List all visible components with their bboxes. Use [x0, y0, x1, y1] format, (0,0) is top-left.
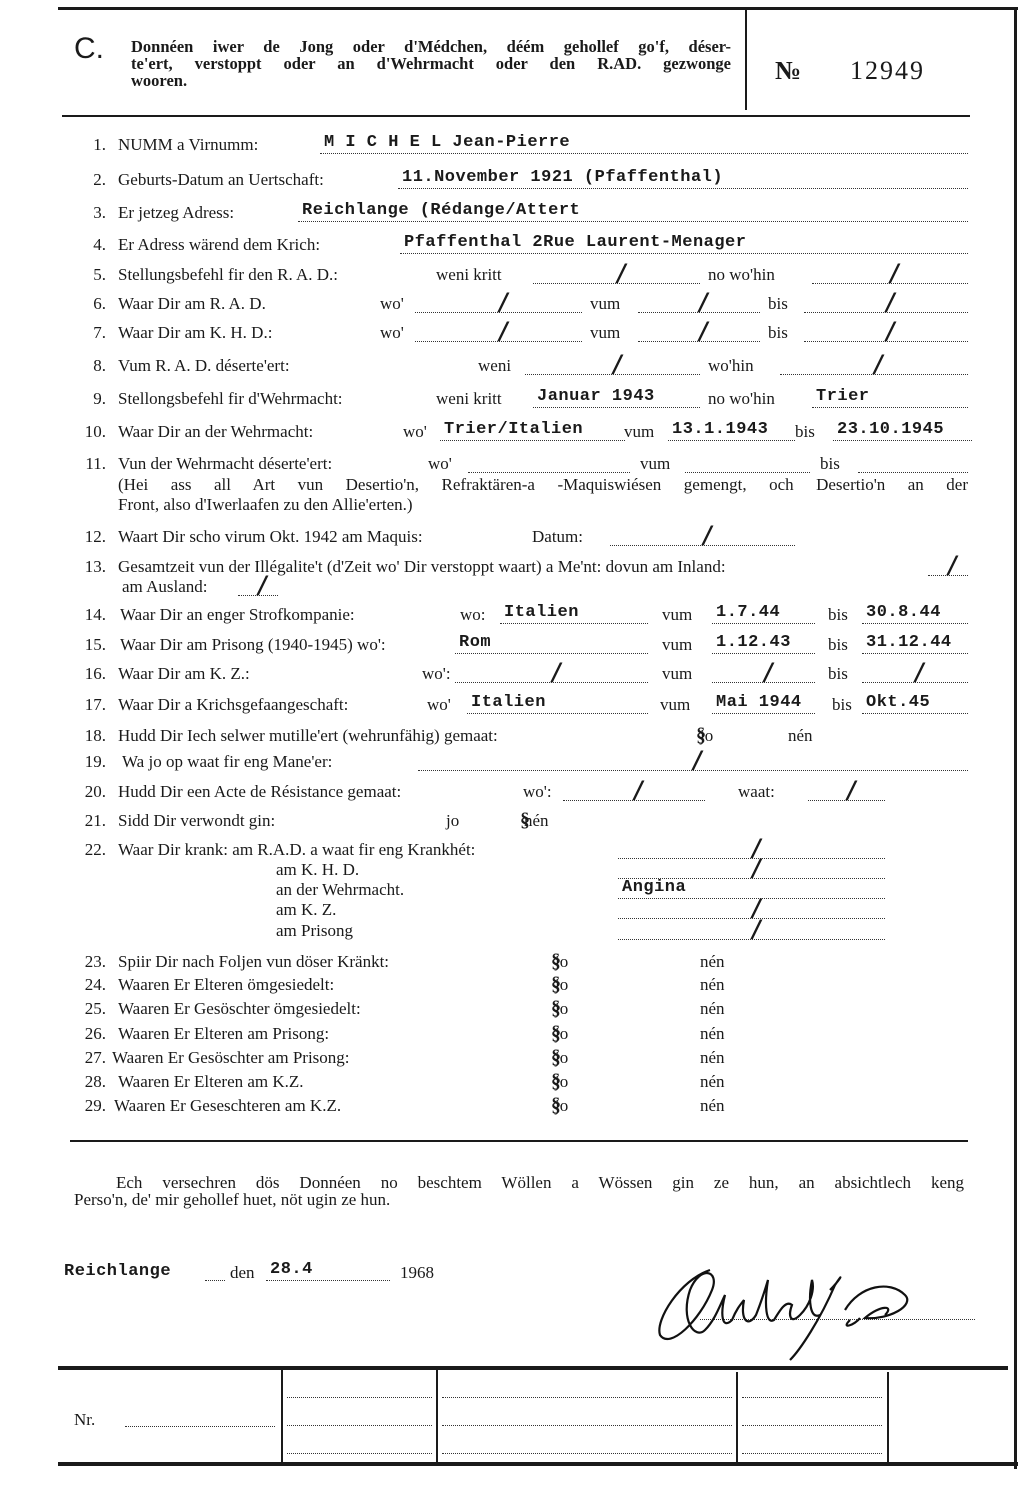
row-label: Waart Dir scho virum Okt. 1942 am Maquis:: [118, 527, 423, 546]
field-prefix: wo': [427, 695, 451, 714]
row-label: Waar Dir am K. Z.:: [118, 664, 250, 683]
signing-date: 28.4: [270, 1260, 313, 1279]
row-number: 7.: [93, 323, 106, 342]
field-prefix: wo': [380, 323, 404, 342]
choice-nén[interactable]: nén: [700, 1096, 725, 1115]
section-letter: C.: [74, 32, 104, 65]
form-row: [0, 811, 1024, 831]
row-label: Stellongsbefehl fir d'Wehrmacht:: [118, 389, 343, 408]
strike-mark: /: [883, 317, 898, 345]
form-row: [0, 854, 1024, 882]
title-line: wooren.: [131, 71, 188, 90]
form-row: [0, 605, 1024, 625]
row-label: Waar Dir am K. H. D.:: [118, 323, 273, 342]
form-field[interactable]: [928, 551, 968, 579]
form-row: [0, 288, 1024, 316]
row-label: Gesamtzeit vun der Illégalite't (d'Zeit wo' Dir verstoppt waart) a Me'nt: dovun am Inland:: [118, 557, 726, 576]
row-number: 16.: [84, 664, 106, 683]
form-field[interactable]: [638, 288, 760, 316]
header-rule: [62, 115, 970, 117]
field-prefix: no wo'hin: [708, 265, 775, 284]
strike-mark: /: [496, 288, 510, 316]
form-field[interactable]: [533, 259, 700, 287]
field-value: 30.8.44: [866, 603, 941, 622]
form-field[interactable]: [415, 288, 582, 316]
number-symbol: №: [775, 56, 802, 85]
row-label: Er Adress wärend dem Krich:: [118, 235, 321, 254]
form-field[interactable]: [862, 695, 968, 714]
row-label: an der Wehrmacht.: [276, 880, 405, 899]
form-field[interactable]: [638, 317, 760, 345]
field-value: 11.November 1921 (Pfaffenthal): [402, 168, 724, 187]
row-number: 23.: [84, 952, 106, 971]
field-value: 1.7.44: [716, 603, 781, 622]
field-prefix: wo:: [460, 605, 486, 624]
field-prefix: vum: [590, 323, 621, 342]
title-line: te'ert, verstoppt oder an d'Wehrmacht oder den R.AD. gezwonge: [131, 54, 731, 73]
field-value: Rom: [459, 633, 492, 652]
choice-nén[interactable]: nén: [700, 1048, 725, 1067]
signing-year: 1968: [400, 1263, 434, 1282]
form-field[interactable]: [400, 235, 968, 254]
form-field[interactable]: [812, 259, 968, 287]
form-field[interactable]: [525, 350, 700, 378]
form-field[interactable]: [440, 422, 625, 441]
table-cell-field[interactable]: [287, 1424, 432, 1426]
form-field[interactable]: [780, 350, 968, 378]
form-row: [0, 1072, 1024, 1092]
row-number: 24.: [84, 975, 106, 994]
row-label: Spiir Dir nach Foljen vun döser Kränkt:: [118, 952, 390, 971]
row-label: Waar Dir am Prisong (1940-1945) wo':: [120, 635, 386, 654]
form-row: [0, 695, 1024, 715]
form-field[interactable]: [862, 635, 968, 654]
field-prefix: vum: [662, 635, 693, 654]
form-field[interactable]: [533, 389, 700, 408]
form-number: 12949: [850, 56, 925, 85]
field-prefix: vum: [662, 664, 693, 683]
form-field[interactable]: [668, 422, 795, 441]
den-label: den: [230, 1263, 255, 1282]
form-field[interactable]: [685, 454, 810, 473]
section-rule: [70, 1140, 968, 1142]
field-prefix: vum: [624, 422, 655, 441]
field-prefix: weni kritt: [436, 389, 502, 408]
field-prefix: bis: [768, 323, 788, 342]
form-row: [0, 1024, 1024, 1044]
strike-mark: /: [631, 776, 646, 804]
strike-mark: /: [883, 288, 898, 316]
form-field[interactable]: [320, 135, 968, 154]
row-number: 20.: [84, 782, 106, 801]
row-number: 10.: [84, 422, 106, 441]
field-prefix: no wo'hin: [708, 389, 775, 408]
form-row: [0, 834, 1024, 862]
strike-mark: /: [887, 259, 902, 287]
row-number: 8.: [93, 356, 106, 375]
row-number: 9.: [93, 389, 106, 408]
place-dots: [205, 1279, 225, 1281]
title-line: Donnéen iwer de Jong oder d'Médchen, déém gehollef go'f, déser-: [131, 37, 731, 56]
row-number: 6.: [93, 294, 106, 313]
form-field[interactable]: [858, 454, 968, 473]
row-label: Vun der Wehrmacht déserte'ert:: [118, 454, 333, 473]
form-row: [0, 894, 1024, 922]
row-label: Wa jo op waat fir eng Mane'er:: [122, 752, 333, 771]
field-value: Reichlange (Rédange/Attert: [302, 201, 581, 220]
field-prefix: vum: [662, 605, 693, 624]
row-number: 18.: [84, 726, 106, 745]
table-cell-field[interactable]: [442, 1452, 732, 1454]
form-field[interactable]: [238, 571, 278, 599]
table-cell-field[interactable]: [442, 1396, 732, 1398]
row-number: 22.: [84, 840, 106, 859]
row-label: Waaren Er Elteren ömgesiedelt:: [118, 975, 335, 994]
strike-mark: /: [549, 658, 563, 686]
form-field[interactable]: [415, 317, 582, 345]
strike-mark: /: [614, 259, 628, 287]
form-row: [0, 317, 1024, 345]
field-value: Trier: [816, 387, 870, 406]
field-prefix: vum: [640, 454, 671, 473]
form-field[interactable]: [618, 880, 885, 899]
form-field[interactable]: [467, 695, 648, 714]
row-number: 25.: [84, 999, 106, 1018]
strike-mark: /: [696, 317, 711, 345]
row-label: Waar Dir krank: am R.A.D. a waat fir eng Krankhét:: [118, 840, 476, 859]
choice-jo[interactable]: jo §: [555, 1024, 568, 1044]
signing-date-field[interactable]: [266, 1262, 390, 1281]
row-label: am Ausland:: [122, 577, 208, 596]
field-prefix: bis: [768, 294, 788, 313]
signature-image: [640, 1250, 950, 1365]
table-cell-field[interactable]: [742, 1424, 882, 1426]
field-prefix: wo'hin: [708, 356, 754, 375]
strike-mark: /: [912, 658, 927, 686]
row-number: 3.: [93, 203, 106, 222]
form-field[interactable]: [618, 834, 885, 862]
field-prefix: bis: [828, 635, 848, 654]
form-field[interactable]: [862, 605, 968, 624]
form-field[interactable]: [618, 894, 885, 922]
form-row: [0, 571, 1024, 599]
field-value: Mai 1944: [716, 693, 802, 712]
form-title: [131, 38, 731, 89]
form-row: [0, 389, 1024, 409]
row-label: NUMM a Virnumm:: [118, 135, 259, 154]
field-value: Okt.45: [866, 693, 931, 712]
choice-jo[interactable]: jo §: [555, 999, 568, 1019]
form-row: [0, 135, 1024, 155]
note-line: (Hei ass all Art vun Desertio'n, Refraktären-a -Maquiswiésen gemengt, och Desertio'n an der: [118, 475, 968, 494]
field-prefix: bis: [820, 454, 840, 473]
form-field[interactable]: [812, 389, 968, 408]
field-value: 13.1.1943: [672, 420, 769, 439]
row-label: Waaren Er Geseschteren am K.Z.: [114, 1096, 342, 1115]
choice-jo[interactable]: jo §: [555, 1048, 568, 1068]
field-prefix: weni kritt: [436, 265, 502, 284]
form-row: [0, 170, 1024, 190]
form-row: [0, 952, 1024, 972]
strike-mark: /: [844, 776, 858, 804]
form-row: [0, 915, 1024, 943]
nr-field[interactable]: [125, 1425, 275, 1427]
row-number: 4.: [93, 235, 106, 254]
strike-mark: /: [761, 658, 775, 686]
row-label: Hudd Dir een Acte de Résistance gemaat:: [118, 782, 402, 801]
field-prefix: vum: [590, 294, 621, 313]
strike-mark: /: [496, 317, 510, 345]
table-cell-field[interactable]: [442, 1424, 732, 1426]
row-label: Geburts-Datum an Uertschaft:: [118, 170, 324, 189]
row-number: 11.: [85, 454, 106, 473]
field-value: 31.12.44: [866, 633, 952, 652]
strike-mark: /: [690, 746, 705, 774]
choice-nén[interactable]: nén: [700, 1024, 725, 1043]
table-cell-field[interactable]: [742, 1452, 882, 1454]
row-number: 19.: [84, 752, 106, 771]
choice-jo[interactable]: jo §: [555, 1072, 568, 1092]
declaration-line: Perso'n, de' mir gehollef huet, nöt ugin ze hun.: [74, 1190, 391, 1209]
field-prefix: bis: [795, 422, 815, 441]
form-field[interactable]: [610, 521, 795, 549]
row-number: 5.: [93, 265, 106, 284]
field-value: Italien: [471, 693, 546, 712]
field-value: 1.12.43: [716, 633, 791, 652]
nr-label: Nr.: [74, 1410, 96, 1429]
form-row: [0, 235, 1024, 255]
choice-nén[interactable]: nén: [700, 999, 725, 1018]
form-row: [0, 551, 1024, 579]
form-field[interactable]: [500, 605, 648, 624]
choice-nén[interactable]: nén: [700, 1072, 725, 1091]
form-row: [0, 203, 1024, 223]
field-prefix: wo':: [523, 782, 552, 801]
row-label: Stellungsbefehl fir den R. A. D.:: [118, 265, 339, 284]
row-number: 14.: [84, 605, 106, 624]
field-prefix: bis: [828, 664, 848, 683]
choice-nén[interactable]: nén §: [524, 811, 549, 831]
footer-top-rule: [58, 1366, 1008, 1370]
field-prefix: Datum:: [532, 527, 583, 546]
row-number: 26.: [84, 1024, 106, 1043]
row-number: 12.: [84, 527, 106, 546]
form-field[interactable]: [833, 422, 972, 441]
choice-nén[interactable]: nén: [700, 975, 725, 994]
choice-jo[interactable]: jo §: [555, 952, 568, 972]
field-value: Angina: [622, 878, 687, 897]
table-cell-field[interactable]: [742, 1396, 882, 1398]
choice-jo[interactable]: jo: [446, 811, 460, 830]
form-field[interactable]: [398, 170, 968, 189]
form-row: [0, 726, 1024, 746]
field-prefix: bis: [832, 695, 852, 714]
row-number: 21.: [84, 811, 106, 830]
table-col-divider: [887, 1372, 889, 1462]
row-label: Waar Dir am R. A. D.: [118, 294, 266, 313]
choice-nén[interactable]: nén: [700, 952, 725, 971]
declaration-line: Ech versechren dös Donnéen no beschtem Wöllen a Wössen gin ze hun, an absichtlech keng: [116, 1173, 964, 1192]
strike-mark: /: [700, 521, 714, 549]
row-label: Waar Dir an der Wehrmacht:: [118, 422, 314, 441]
field-prefix: wo': [403, 422, 427, 441]
field-prefix: wo':: [422, 664, 451, 683]
form-row: [0, 422, 1024, 442]
form-row: [0, 635, 1024, 655]
row-number: 27.: [84, 1048, 106, 1067]
form-row: [0, 999, 1024, 1019]
form-field[interactable]: [455, 658, 648, 686]
strike-mark: /: [610, 350, 624, 378]
form-field[interactable]: [712, 635, 815, 654]
row-number: 29.: [84, 1096, 106, 1115]
strike-mark: /: [696, 288, 711, 316]
row-number: 1.: [93, 135, 106, 154]
row-label: Hudd Dir Iech selwer mutille'ert (wehrunfähig) gemaat:: [118, 726, 498, 745]
strike-mark: /: [749, 915, 763, 943]
signing-place: Reichlange: [64, 1262, 172, 1281]
form-field[interactable]: [712, 605, 815, 624]
strike-mark: /: [749, 894, 763, 922]
form-field[interactable]: [418, 746, 968, 774]
form-row: [0, 658, 1024, 686]
form-field[interactable]: [618, 915, 885, 943]
field-value: Trier/Italien: [444, 420, 584, 439]
row-label: Waar Dir an enger Strofkompanie:: [120, 605, 355, 624]
field-value: Pfaffenthal 2Rue Laurent-Menager: [404, 233, 747, 252]
form-field[interactable]: [618, 854, 885, 882]
choice-nén[interactable]: nén: [788, 726, 813, 745]
row-number: 2.: [93, 170, 106, 189]
row-number: 17.: [84, 695, 106, 714]
table-cell-field[interactable]: [287, 1452, 432, 1454]
choice-jo[interactable]: jo §: [555, 1096, 568, 1116]
form-field[interactable]: [712, 658, 815, 686]
field-prefix: wo': [428, 454, 452, 473]
row-label: Waaren Er Gesöschter am Prisong:: [112, 1048, 350, 1067]
strike-mark: /: [871, 350, 886, 378]
form-field[interactable]: [804, 317, 968, 345]
row-label: Vum R. A. D. déserte'ert:: [118, 356, 290, 375]
form-field[interactable]: [808, 776, 885, 804]
row-label: am Prisong: [276, 921, 353, 940]
choice-jo[interactable]: jo §: [555, 975, 568, 995]
form-row: [0, 880, 1024, 900]
row-number: 15.: [84, 635, 106, 654]
top-border: [58, 7, 1018, 10]
form-field[interactable]: [862, 658, 968, 686]
header-divider: [745, 10, 747, 110]
field-prefix: bis: [828, 605, 848, 624]
form-field[interactable]: [563, 776, 705, 804]
form-field[interactable]: [804, 288, 968, 316]
form-row: [0, 1048, 1024, 1068]
row-number: 13.: [84, 557, 106, 576]
row-label: am K. H. D.: [276, 860, 360, 879]
field-value: 23.10.1945: [837, 420, 945, 439]
table-col-divider: [436, 1370, 438, 1462]
strike-mark: /: [255, 571, 270, 599]
form-field[interactable]: [712, 695, 815, 714]
row-label: Waaren Er Elteren am K.Z.: [118, 1072, 304, 1091]
form-field[interactable]: [298, 203, 968, 222]
row-label: Sidd Dir verwondt gin:: [118, 811, 276, 830]
form-row: [0, 1096, 1024, 1116]
form-row: [0, 259, 1024, 287]
table-col-divider: [281, 1370, 283, 1462]
strike-mark: /: [749, 834, 763, 862]
form-field[interactable]: [468, 454, 630, 473]
form-row: [0, 746, 1024, 774]
note-line: Front, also d'Iwerlaafen zu den Allie'erten.): [118, 495, 413, 514]
strike-mark: /: [749, 854, 763, 882]
field-prefix: weni: [478, 356, 512, 375]
row-label: Er jetzeg Adress:: [118, 203, 235, 222]
choice-jo[interactable]: jo §: [700, 726, 713, 746]
field-prefix: wo': [380, 294, 404, 313]
form-row: [0, 350, 1024, 378]
form-row: [0, 521, 1024, 549]
row-label: Waaren Er Elteren am Prisong:: [118, 1024, 330, 1043]
form-row: [0, 776, 1024, 804]
strike-mark: /: [945, 551, 960, 579]
field-value: Italien: [504, 603, 579, 622]
field-value: Januar 1943: [537, 387, 655, 406]
row-label: Waaren Er Gesöschter ömgesiedelt:: [118, 999, 361, 1018]
row-number: 28.: [84, 1072, 106, 1091]
field-prefix: waat:: [738, 782, 775, 801]
field-prefix: vum: [660, 695, 691, 714]
row-label: Waar Dir a Krichsgefaangeschaft:: [118, 695, 349, 714]
table-col-divider: [736, 1372, 738, 1462]
form-field[interactable]: [455, 635, 648, 654]
form-row: [0, 975, 1024, 995]
row-label: am K. Z.: [276, 900, 337, 919]
field-value: M I C H E L Jean-Pierre: [324, 133, 571, 152]
footer-bottom-rule: [58, 1462, 1018, 1466]
table-cell-field[interactable]: [287, 1396, 432, 1398]
form-row: [0, 454, 1024, 474]
